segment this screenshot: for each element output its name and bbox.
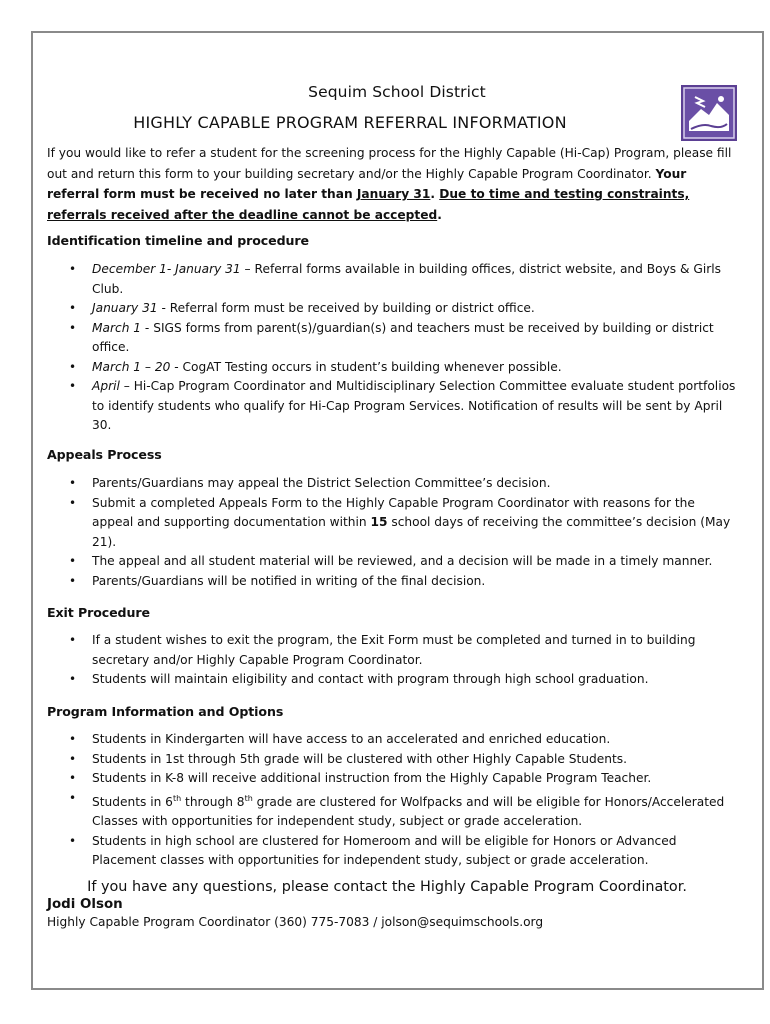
intro-paragraph xyxy=(47,143,737,225)
exit-heading: Exit Procedure xyxy=(47,605,150,620)
timeline-date: December 1- January 31 xyxy=(92,262,241,276)
list-item: • Students in Kindergarten will have access to an accelerated and enriched education. xyxy=(47,730,737,750)
timeline-date: January 31 xyxy=(92,301,158,315)
exit-list xyxy=(47,631,737,690)
page-title: HIGHLY CAPABLE PROGRAM REFERRAL INFORMATION xyxy=(133,113,567,132)
district-logo xyxy=(681,85,737,141)
intro-end: . xyxy=(437,207,442,222)
list-item: • Parents/Guardians may appeal the District Selection Committee’s decision. xyxy=(47,474,737,494)
closing-statement: If you have any questions, please contact the Highly Capable Program Coordinator. xyxy=(87,879,687,895)
timeline-date: March 1 xyxy=(92,320,142,335)
list-item: • If a student wishes to exit the program, the Exit Form must be completed and turned in to building secretary and/or Highly Capable Program Coordinator. xyxy=(47,631,737,670)
timeline-text: - SIGS forms from parent(s)/guardian(s) and teachers must be received by building or district office. xyxy=(92,320,714,354)
timeline-text: – Referral forms available in building offices, district website, and Boys & Girls Club. xyxy=(92,262,721,296)
options-heading: Program Information and Options xyxy=(47,704,284,719)
timeline-text: - CogAT Testing occurs in student’s building whenever possible. xyxy=(170,359,562,374)
appeals-list xyxy=(47,474,737,591)
list-item xyxy=(47,319,737,358)
list-item xyxy=(47,358,737,378)
timeline-date: March 1 – 20 xyxy=(92,359,171,374)
options-text: through 8 xyxy=(181,794,245,809)
appeals-text: school days of receiving the committee’s decision (May 21). xyxy=(92,515,731,549)
list-item: • The appeal and all student material will be reviewed, and a decision will be made in a timely manner. xyxy=(47,552,737,572)
intro-separator: . xyxy=(430,187,440,201)
list-item xyxy=(47,789,737,832)
coordinator-name: Jodi Olson xyxy=(47,897,123,912)
wolf-logo-icon xyxy=(681,85,737,141)
list-item xyxy=(47,494,737,553)
list-item xyxy=(47,377,737,436)
timeline-text: - Referral form must be received by building or district office. xyxy=(157,301,535,315)
appeals-text: Submit a completed Appeals Form to the Highly Capable Program Coordinator with reasons for the appeal and supporting documentation within xyxy=(92,495,695,529)
options-list xyxy=(47,730,737,871)
list-item: • Students in K-8 will receive additional instruction from the Highly Capable Program Teacher. xyxy=(47,769,737,789)
timeline-list xyxy=(47,260,737,436)
timeline-text: – Hi-Cap Program Coordinator and Multidisciplinary Selection Committee evaluate student portfolios to identify students who qualify for Hi-Cap Program Services. Notification of results will be sent by April 30. xyxy=(92,379,736,432)
district-name: Sequim School District xyxy=(308,83,486,101)
list-item: • Students in high school are clustered for Homeroom and will be eligible for Honors or Advanced Placement classes with opportunities for independent study, subject or grade acceleration. xyxy=(47,832,737,871)
list-item: • Students in 1st through 5th grade will be clustered with other Highly Capable Students. xyxy=(47,750,737,770)
ordinal-suffix: th xyxy=(172,793,182,803)
timeline-date: April xyxy=(92,379,120,393)
coordinator-contact: Highly Capable Program Coordinator (360) 775-7083 / jolson@sequimschools.org xyxy=(47,915,544,929)
document-page xyxy=(31,31,764,990)
appeals-days: 15 xyxy=(370,515,388,529)
intro-constraint: Due to time and testing constraints, referrals received after the deadline cannot be accepted xyxy=(47,187,690,222)
options-text: grade are clustered for Wolfpacks and will be eligible for Honors/Accelerated Classes with opportunities for independent study, subject or grade acceleration. xyxy=(92,794,725,829)
list-item: • Parents/Guardians will be notified in writing of the final decision. xyxy=(47,572,737,592)
options-text: Students in 6 xyxy=(92,794,173,809)
intro-deadline-date: January 31 xyxy=(356,187,431,201)
ordinal-suffix: th xyxy=(244,793,253,803)
list-item xyxy=(47,299,737,319)
appeals-heading: Appeals Process xyxy=(47,447,162,462)
timeline-heading: Identification timeline and procedure xyxy=(47,233,309,248)
list-item xyxy=(47,260,737,299)
intro-deadline-text: Your referral form must be received no later than xyxy=(47,166,687,201)
intro-text: If you would like to refer a student for the screening process for the Highly Capable (Hi-Cap) Program, please fill out and return this form to your building secretary and/or the Highly Capable Program Coordinator. xyxy=(47,146,732,181)
list-item: • Students will maintain eligibility and contact with program through high school graduation. xyxy=(47,670,737,690)
